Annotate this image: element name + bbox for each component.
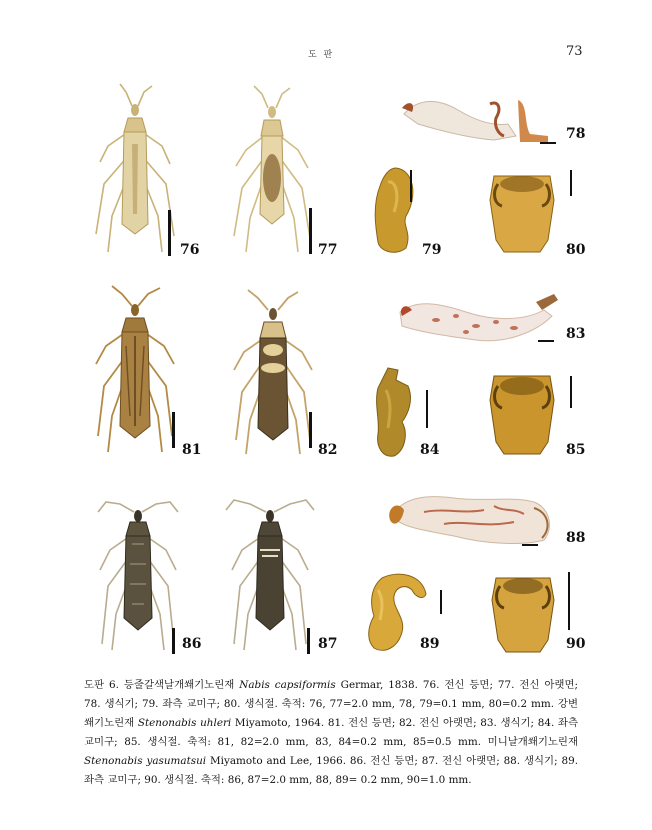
figure-label-77: 77 <box>318 242 338 258</box>
figure-label-82: 82 <box>318 442 338 458</box>
bug-icon <box>90 84 180 256</box>
genitalia-icon <box>398 96 558 146</box>
paramere-icon <box>366 166 426 256</box>
scale-bar-76 <box>168 210 171 256</box>
species-name-3: Stenonabis yasumatsui <box>84 755 207 767</box>
pygophore-icon <box>484 170 560 254</box>
bug-icon <box>228 290 318 458</box>
figure-caption <box>84 676 578 790</box>
caption-text-4: Miyamoto and Lee, 1966. 86. 전신 등면; 87. 전신 아랫면; 88. 생식기; 89. 좌측 교미구; 90. 생식절. 축적: 86, 87=2.0 mm, 88, 89= 0.2 mm, 90=1.0 mm. <box>84 755 578 786</box>
figure-label-80: 80 <box>566 242 586 258</box>
figure-label-90: 90 <box>566 636 586 652</box>
figure-84-left-paramere <box>368 366 418 460</box>
genitalia-icon <box>384 488 556 550</box>
bug-icon <box>90 286 180 456</box>
scale-bar-77 <box>309 208 312 254</box>
page-number: 73 <box>566 44 583 59</box>
figure-label-83: 83 <box>566 326 586 342</box>
paramere-icon <box>368 366 418 460</box>
figure-86-habitus-dorsal <box>92 494 184 654</box>
scale-bar-80 <box>570 170 572 196</box>
bug-icon <box>228 86 316 258</box>
scale-bar-88 <box>522 544 538 546</box>
figure-90-pygophore <box>486 572 560 654</box>
scale-bar-81 <box>172 412 175 448</box>
genitalia-icon <box>396 292 560 346</box>
caption-text-1: 도판 6. 등줄갈색날개쐐기노린재 <box>84 679 240 691</box>
scale-bar-86 <box>172 628 175 654</box>
figure-82-habitus-ventral <box>228 290 318 458</box>
pygophore-icon <box>486 572 560 654</box>
figure-label-81: 81 <box>182 442 202 458</box>
scale-bar-90 <box>568 572 570 630</box>
figure-81-habitus-dorsal <box>90 286 180 456</box>
figure-label-87: 87 <box>318 636 338 652</box>
scale-bar-79 <box>410 170 412 202</box>
figure-80-pygophore <box>484 170 560 254</box>
scale-bar-82 <box>309 412 312 448</box>
caption-text-3: Miyamoto, 1964. 81. 전신 등면; 82. 전신 아랫면; 83. 생식기; 84. 좌측 교미구; 85. 생식절. 축적: 81, 82=2.0 mm, 83, 84=0.2 mm, 85=0.5 mm. 미니날개쐐기노린재 <box>84 717 578 748</box>
pygophore-icon <box>484 370 560 456</box>
scale-bar-85 <box>570 376 572 408</box>
figure-label-86: 86 <box>182 636 202 652</box>
figure-label-78: 78 <box>566 126 586 142</box>
figure-label-89: 89 <box>420 636 440 652</box>
figure-85-pygophore <box>484 370 560 456</box>
bug-icon <box>222 494 318 654</box>
scale-bar-89 <box>440 590 442 614</box>
scale-bar-84 <box>426 390 428 428</box>
bug-icon <box>92 494 184 654</box>
figure-label-76: 76 <box>180 242 200 258</box>
species-name-1: Nabis capsiformis <box>239 679 336 691</box>
figure-78-genitalia <box>398 96 558 146</box>
figure-88-genitalia <box>384 488 556 550</box>
figure-77-habitus-ventral <box>228 86 316 258</box>
figure-label-84: 84 <box>420 442 440 458</box>
figure-76-habitus-dorsal <box>90 84 180 256</box>
scale-bar-87 <box>307 628 310 654</box>
running-header: 도 판 <box>308 50 335 60</box>
figure-87-habitus-ventral <box>222 494 318 654</box>
caption-text-2: Germar, 1838. 76. 전신 등면; 77. 전신 아랫면; 78. 생식기; 79. 좌측 교미구; 80. 생식절. 축적: 76, 77=2.0 mm, 78, 79=0.1 mm, 80=0.2 mm. 강변쐐기노린재 <box>84 679 579 729</box>
scale-bar-78 <box>540 142 556 144</box>
figure-83-genitalia <box>396 292 560 346</box>
scale-bar-83 <box>538 340 554 342</box>
species-name-2: Stenonabis uhleri <box>137 717 232 729</box>
figure-label-79: 79 <box>422 242 442 258</box>
figure-79-left-paramere <box>366 166 426 256</box>
figure-label-85: 85 <box>566 442 586 458</box>
figure-label-88: 88 <box>566 530 586 546</box>
